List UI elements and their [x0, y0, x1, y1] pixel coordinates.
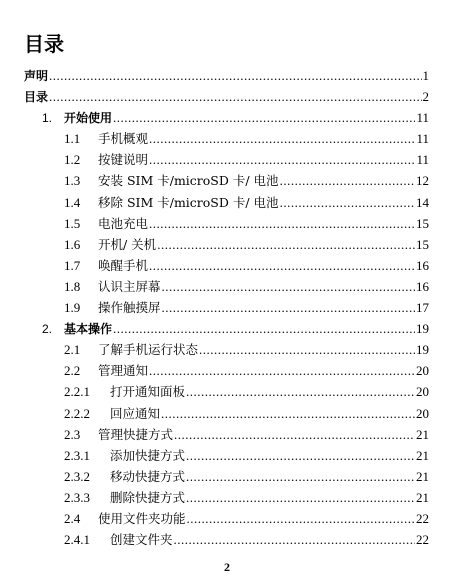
toc-entry[interactable]: [0, 466, 454, 487]
toc-entry-page: 11: [416, 110, 429, 126]
toc-entry-title: 操作触摸屏: [98, 300, 161, 316]
toc-entry-title: 了解手机运行状态: [98, 342, 199, 358]
toc-entry-title: 管理快捷方式: [98, 426, 174, 442]
toc-entry-number: 2.3: [64, 426, 81, 442]
toc-entry-number: 1.6: [64, 236, 81, 252]
toc-entry[interactable]: [0, 424, 454, 445]
toc-entry-page: 20: [416, 405, 429, 421]
toc-entry-number: 1.7: [64, 257, 81, 273]
toc-entry-number: 2.: [42, 322, 53, 337]
toc-dot-leader: [149, 149, 415, 170]
toc-entry-page: 22: [416, 532, 429, 548]
toc-entry[interactable]: [0, 149, 454, 170]
toc-dot-leader: [161, 403, 415, 424]
toc-entry-number: 1.4: [64, 194, 81, 210]
toc-entry[interactable]: [0, 360, 454, 381]
toc-entry[interactable]: [0, 276, 454, 297]
toc-entry[interactable]: [0, 529, 454, 550]
page-number: 2: [224, 560, 230, 574]
toc-entry-page: 1: [422, 68, 429, 83]
toc-entry[interactable]: [0, 318, 454, 339]
toc-entry-page: 15: [416, 215, 429, 231]
toc-entry-page: 21: [416, 447, 429, 463]
toc-entry-title: 开机/ 关机: [98, 236, 157, 252]
toc-entry-number: 1.3: [64, 173, 81, 189]
toc-dot-leader: [186, 466, 415, 487]
toc-entry[interactable]: [0, 381, 454, 402]
toc-entry-title: 回应通知: [110, 405, 161, 421]
toc-entry-number: 2.4: [64, 510, 81, 526]
toc-entry-title: 安装 SIM 卡/microSD 卡/ 电池: [98, 173, 279, 189]
toc-entry[interactable]: [0, 508, 454, 529]
toc-entry-number: 1.5: [64, 215, 81, 231]
toc-entry-title: 管理通知: [98, 363, 149, 379]
toc-entry-page: 22: [416, 510, 429, 526]
toc-entry[interactable]: [0, 234, 454, 255]
toc-entry-number: 1.: [42, 111, 53, 126]
toc-entry-title: 手机概观: [98, 131, 149, 147]
toc-dot-leader: [149, 255, 415, 276]
toc-entry-page: 16: [416, 278, 429, 294]
toc-entry-page: 15: [416, 236, 429, 252]
toc-entry-title: 开始使用: [64, 111, 113, 126]
toc-dot-leader: [162, 276, 415, 297]
table-of-contents: [0, 65, 454, 550]
toc-entry[interactable]: [0, 170, 454, 191]
toc-entry-page: 21: [416, 489, 429, 505]
toc-entry-page: 14: [416, 194, 429, 210]
toc-dot-leader: [113, 107, 415, 128]
toc-entry-number: 2.3.1: [64, 447, 90, 463]
toc-entry[interactable]: [0, 107, 454, 128]
toc-entry-title: 基本操作: [64, 322, 113, 337]
toc-entry-title: 移动快捷方式: [110, 468, 186, 484]
toc-entry-page: 11: [416, 131, 429, 147]
toc-entry[interactable]: [0, 65, 454, 86]
toc-entry-title: 打开通知面板: [110, 384, 186, 400]
toc-entry-title: 移除 SIM 卡/microSD 卡/ 电池: [98, 194, 279, 210]
toc-dot-leader: [49, 86, 421, 107]
toc-entry-title: 创建文件夹: [110, 532, 173, 548]
toc-dot-leader: [162, 297, 415, 318]
toc-entry[interactable]: [0, 445, 454, 466]
toc-entry-title: 电池充电: [98, 215, 149, 231]
toc-dot-leader: [149, 360, 415, 381]
toc-entry-page: 19: [416, 321, 429, 337]
toc-entry[interactable]: [0, 339, 454, 360]
toc-entry-page: 19: [416, 342, 429, 358]
toc-dot-leader: [157, 234, 415, 255]
toc-entry-number: 2.3.2: [64, 468, 90, 484]
toc-entry-number: 2.1: [64, 342, 81, 358]
toc-entry[interactable]: [0, 403, 454, 424]
toc-entry-page: 20: [416, 384, 429, 400]
toc-entry-title: 目录: [24, 90, 49, 105]
toc-dot-leader: [280, 192, 415, 213]
toc-entry-number: 1.8: [64, 278, 81, 294]
toc-entry-title: 声明: [24, 69, 49, 83]
toc-dot-leader: [174, 529, 415, 550]
toc-entry-page: 21: [416, 468, 429, 484]
toc-dot-leader: [186, 445, 415, 466]
toc-entry-number: 2.2.1: [64, 384, 90, 400]
toc-dot-leader: [199, 339, 415, 360]
toc-entry-title: 唤醒手机: [98, 257, 149, 273]
toc-entry-title: 按键说明: [98, 152, 149, 168]
toc-dot-leader: [49, 65, 421, 86]
toc-dot-leader: [149, 128, 415, 149]
toc-dot-leader: [174, 424, 415, 445]
toc-entry-title: 删除快捷方式: [110, 489, 186, 505]
toc-entry-number: 1.1: [64, 131, 81, 147]
toc-entry-number: 2.2: [64, 363, 81, 379]
toc-dot-leader: [149, 213, 415, 234]
toc-entry[interactable]: [0, 213, 454, 234]
toc-entry-page: 17: [416, 300, 429, 316]
toc-entry[interactable]: [0, 487, 454, 508]
toc-entry[interactable]: [0, 192, 454, 213]
toc-entry-number: 2.4.1: [64, 532, 90, 548]
toc-entry[interactable]: [0, 86, 454, 107]
toc-entry-number: 1.9: [64, 300, 81, 316]
toc-entry-page: 11: [416, 152, 429, 168]
toc-dot-leader: [187, 508, 415, 529]
page-title: 目录: [24, 32, 64, 56]
toc-dot-leader: [186, 381, 415, 402]
toc-entry-title: 认识主屏幕: [98, 278, 161, 294]
toc-entry-page: 21: [416, 426, 429, 442]
toc-entry-page: 20: [416, 363, 429, 379]
toc-dot-leader: [186, 487, 415, 508]
toc-entry-page: 16: [416, 257, 429, 273]
toc-entry-page: 2: [422, 89, 429, 105]
toc-entry[interactable]: [0, 128, 454, 149]
toc-entry-number: 1.2: [64, 152, 81, 168]
toc-entry-page: 12: [416, 173, 429, 189]
toc-entry-title: 添加快捷方式: [110, 447, 186, 463]
toc-entry-title: 使用文件夹功能: [98, 510, 186, 526]
toc-entry-number: 2.2.2: [64, 405, 90, 421]
toc-dot-leader: [113, 318, 415, 339]
toc-entry-number: 2.3.3: [64, 489, 90, 505]
toc-entry[interactable]: [0, 255, 454, 276]
toc-dot-leader: [280, 170, 415, 191]
toc-entry[interactable]: [0, 297, 454, 318]
